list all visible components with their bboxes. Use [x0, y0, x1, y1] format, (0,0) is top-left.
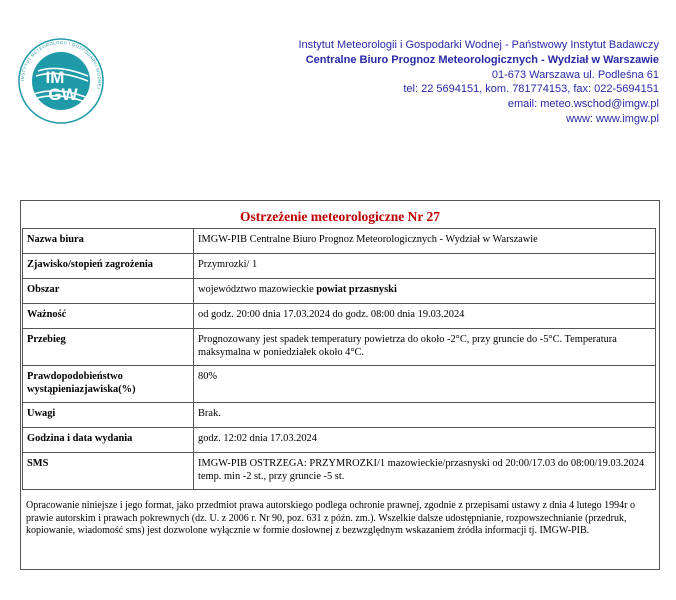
table-row [23, 254, 656, 279]
row-label: Nazwa biura [23, 229, 194, 254]
area-county: powiat przasnyski [316, 284, 397, 295]
logo-text-top: IM [45, 68, 65, 87]
row-label: Godzina i data wydania [23, 428, 194, 453]
logo-ring-text: INSTYTUT METEOROLOGII I GOSPODARKI WODNEJ [19, 39, 103, 91]
warning-title: Ostrzeżenie meteorologiczne Nr 27 [239, 209, 441, 224]
row-label: Obszar [23, 279, 194, 304]
table-row [23, 229, 656, 254]
warning-table [22, 228, 656, 490]
row-value: Prognozowany jest spadek temperatury powietrza do około -2°C, przy gruncie do -5°C. Temperatura maksymalna w poniedziałek około 4°C. [194, 329, 656, 366]
imgw-logo [18, 38, 104, 124]
table-row [23, 403, 656, 428]
office-name: Centralne Biuro Prognoz Meteorologicznych - Wydział w Warszawie [305, 53, 659, 66]
row-value: od godz. 20:00 dnia 17.03.2024 do godz. 08:00 dnia 19.03.2024 [194, 304, 656, 329]
imgw-logo-icon [18, 38, 104, 124]
row-value: Przymrozki/ 1 [194, 254, 656, 279]
address: 01-673 Warszawa ul. Podleśna 61 [491, 68, 659, 81]
table-row [23, 453, 656, 490]
row-value: Brak. [194, 403, 656, 428]
email: email: meteo.wschod@imgw.pl [507, 98, 659, 111]
institute-name: Instytut Meteorologii i Gospodarki Wodnej - Państwowy Instytut Badawczy [298, 39, 659, 51]
table-row [23, 304, 656, 329]
row-label: Przebieg [23, 329, 194, 366]
row-value: IMGW-PIB OSTRZEGA: PRZYMROZKI/1 mazowieckie/przasnyski od 20:00/17.03 do 08:00/19.03.2024 temp. min -2 st., przy gruncie -5 st. [194, 453, 656, 490]
table-row [23, 428, 656, 453]
row-value: godz. 12:02 dnia 17.03.2024 [194, 428, 656, 453]
table-row [23, 366, 656, 403]
logo-text-bottom: GW [48, 85, 78, 104]
copyright-disclaimer: Opracowanie niniejsze i jego format, jako przedmiot prawa autorskiego podlega ochronie prawnej, zgodnie z przepisami ustawy z dnia 4 lutego 1994r o prawie autorskim i prawach pokrewnych (dz. U. z 2006 r. Nr 90, poz. 631 z późn. zm.). Wszelkie dalsze udostępnianie, rozpowszechnianie (przedruk, kopiowanie, wiadomość sms) jest dozwolone wyłącznie w formie dosłownej z bezwzględnym wskazaniem źródła informacji tj. IMGW-PIB. [26, 500, 635, 537]
institute-header [298, 38, 659, 127]
website: www: www.imgw.pl [566, 112, 659, 125]
row-value [194, 279, 656, 304]
row-label: Ważność [23, 304, 194, 329]
row-label: Zjawisko/stopień zagrożenia [23, 254, 194, 279]
table-row [23, 329, 656, 366]
area-voivodeship: województwo mazowieckie [198, 284, 317, 295]
phone-fax: tel: 22 5694151, kom. 781774153, fax: 022-5694151 [403, 83, 659, 96]
row-value: 80% [194, 366, 656, 403]
table-row [23, 279, 656, 304]
row-label: Uwagi [23, 403, 194, 428]
row-label: Prawdopodobieństwo wystąpieniazjawiska(%) [23, 366, 194, 403]
row-value: IMGW-PIB Centralne Biuro Prognoz Meteorologicznych - Wydział w Warszawie [194, 229, 656, 254]
row-label: SMS [23, 453, 194, 490]
